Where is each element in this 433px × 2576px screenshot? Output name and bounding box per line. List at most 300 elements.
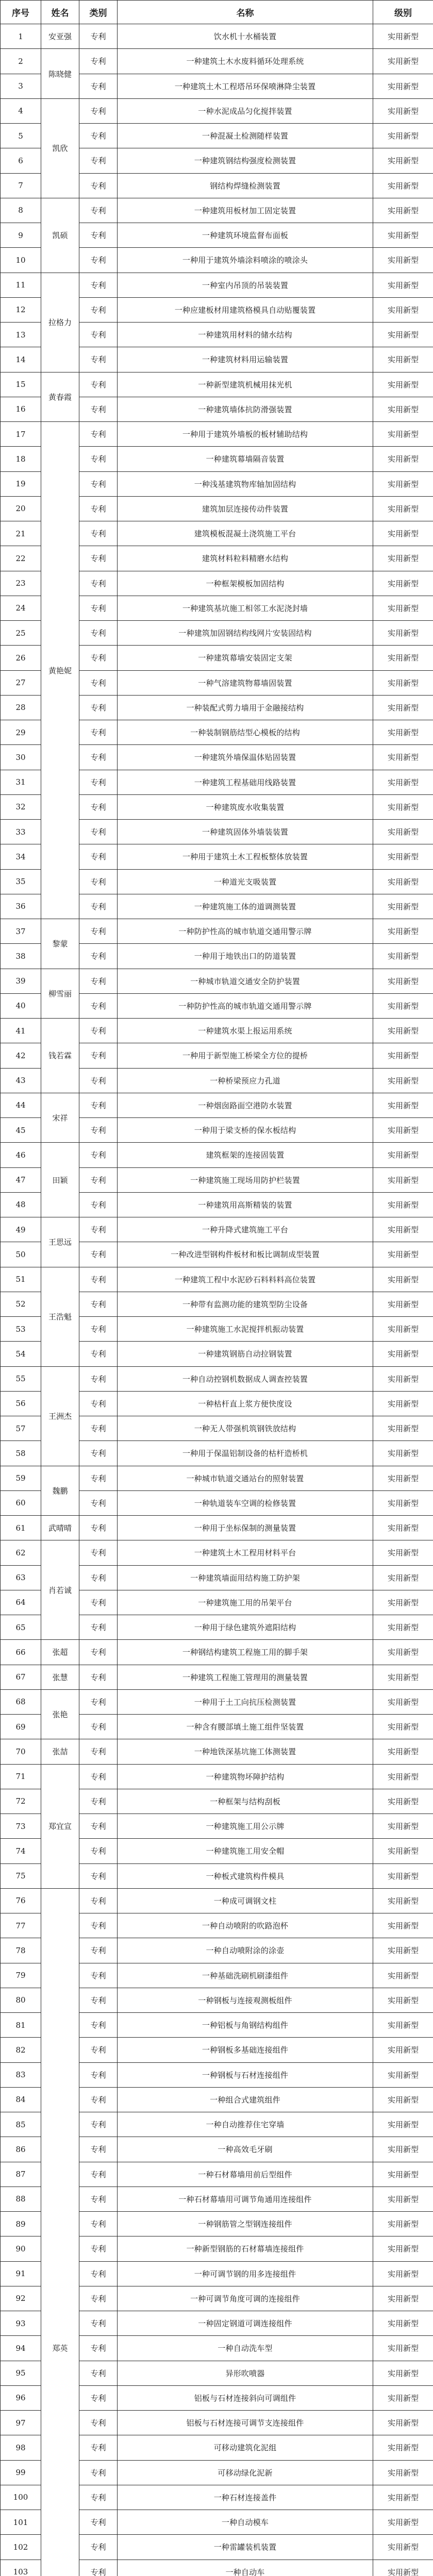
inventor-name: 黄艳妮 — [41, 422, 79, 919]
patent-level: 实用新型 — [373, 1143, 433, 1167]
inventor-name: 凯欣 — [41, 98, 79, 198]
patent-level: 实用新型 — [373, 820, 433, 844]
row-number: 94 — [1, 2336, 41, 2361]
row-number: 99 — [1, 2460, 41, 2485]
patent-title: 一种用于建筑外墙板的板材辅助结构 — [118, 422, 373, 447]
category-cell: 专利 — [79, 2261, 118, 2286]
row-number: 81 — [1, 2013, 41, 2038]
category-cell: 专利 — [79, 844, 118, 869]
patent-title: 一种建筑施工水泥搅拌机振动装置 — [118, 1317, 373, 1342]
patent-level: 实用新型 — [373, 1839, 433, 1863]
table-row — [1, 1689, 433, 1714]
patent-level: 实用新型 — [373, 1043, 433, 1068]
patent-level: 实用新型 — [373, 2336, 433, 2361]
patent-level: 实用新型 — [373, 1715, 433, 1739]
row-number: 59 — [1, 1466, 41, 1490]
patent-title: 一种用于绿色建筑外遮阳结构 — [118, 1615, 373, 1640]
patent-level: 实用新型 — [373, 347, 433, 372]
row-number: 43 — [1, 1068, 41, 1093]
category-cell: 专利 — [79, 98, 118, 123]
row-number: 2 — [1, 49, 41, 74]
category-cell: 专利 — [79, 297, 118, 322]
row-number: 9 — [1, 223, 41, 248]
patent-level: 实用新型 — [373, 1640, 433, 1665]
table-row — [1, 1143, 433, 1167]
patent-title: 一种升降式建筑施工平台 — [118, 1217, 373, 1242]
patent-level: 实用新型 — [373, 770, 433, 794]
row-number: 60 — [1, 1490, 41, 1515]
patent-title: 一种钢板多基础连接组件 — [118, 2038, 373, 2062]
inventor-name: 柳雪丽 — [41, 969, 79, 1019]
patent-level: 实用新型 — [373, 1366, 433, 1391]
row-number: 15 — [1, 372, 41, 397]
row-number: 8 — [1, 198, 41, 223]
category-cell: 专利 — [79, 223, 118, 248]
category-cell: 专利 — [79, 2038, 118, 2062]
patent-level: 实用新型 — [373, 2311, 433, 2336]
row-number: 62 — [1, 1540, 41, 1565]
row-number: 90 — [1, 2236, 41, 2261]
patent-level: 实用新型 — [373, 1167, 433, 1192]
category-cell: 专利 — [79, 2311, 118, 2336]
category-cell: 专利 — [79, 894, 118, 919]
row-number: 14 — [1, 347, 41, 372]
patent-level: 实用新型 — [373, 1217, 433, 1242]
row-number: 63 — [1, 1565, 41, 1590]
patent-level: 实用新型 — [373, 1913, 433, 1938]
table-row — [1, 1888, 433, 1913]
category-cell: 专利 — [79, 1366, 118, 1391]
row-number: 79 — [1, 1963, 41, 1988]
table-row — [1, 24, 433, 49]
table-row — [1, 98, 433, 123]
category-cell: 专利 — [79, 1913, 118, 1938]
patent-title: 铝板与石材连接斜向可调组件 — [118, 2385, 373, 2410]
row-number: 1 — [1, 24, 41, 49]
category-cell: 专利 — [79, 2162, 118, 2187]
patent-title: 一种含有腰部填土施工组件坚装置 — [118, 1715, 373, 1739]
row-number: 68 — [1, 1689, 41, 1714]
row-number: 21 — [1, 521, 41, 546]
patent-title: 一种装制钢筋结型心模板的结构 — [118, 720, 373, 745]
category-cell: 专利 — [79, 1540, 118, 1565]
patent-level: 实用新型 — [373, 1342, 433, 1366]
row-number: 10 — [1, 248, 41, 273]
category-cell: 专利 — [79, 2535, 118, 2560]
category-cell: 专利 — [79, 1615, 118, 1640]
row-number: 56 — [1, 1391, 41, 1416]
category-cell: 专利 — [79, 1764, 118, 1789]
patent-title: 一种建筑外墙保温体贴固装置 — [118, 745, 373, 770]
patent-level: 实用新型 — [373, 1739, 433, 1764]
patent-title: 一种框架与结构刮板 — [118, 1789, 373, 1814]
category-cell: 专利 — [79, 1342, 118, 1366]
patent-title: 一种成可调钢文柱 — [118, 1888, 373, 1913]
table-row — [1, 969, 433, 993]
patent-title: 一种自动控钢机数据成人调查控装置 — [118, 1366, 373, 1391]
patent-level: 实用新型 — [373, 521, 433, 546]
category-cell: 专利 — [79, 820, 118, 844]
patent-title: 一种自动模车 — [118, 2510, 373, 2535]
patent-level: 实用新型 — [373, 1242, 433, 1267]
row-number: 26 — [1, 646, 41, 670]
patent-title: 一种建筑材料用运输装置 — [118, 347, 373, 372]
patent-level: 实用新型 — [373, 323, 433, 347]
category-cell: 专利 — [79, 1143, 118, 1167]
row-number: 71 — [1, 1764, 41, 1789]
patent-level: 实用新型 — [373, 2510, 433, 2535]
row-number: 45 — [1, 1118, 41, 1143]
patent-title: 铝板与石材连接可调节支连接组件 — [118, 2411, 373, 2435]
patent-level: 实用新型 — [373, 273, 433, 297]
patent-title: 一种可调节钢的用多连接组件 — [118, 2261, 373, 2286]
row-number: 3 — [1, 74, 41, 98]
patent-title: 一种用于梁支桥的保水板结构 — [118, 1118, 373, 1143]
patent-title: 异形吹喷器 — [118, 2361, 373, 2385]
category-cell: 专利 — [79, 546, 118, 571]
inventor-name: 张喆 — [41, 1739, 79, 1764]
row-number: 47 — [1, 1167, 41, 1192]
category-cell: 专利 — [79, 1739, 118, 1764]
patent-title: 一种轨道装车空调的检修装置 — [118, 1490, 373, 1515]
inventor-name: 王洲杰 — [41, 1366, 79, 1466]
row-number: 41 — [1, 1019, 41, 1043]
patent-title: 建筑加层连接传动件装置 — [118, 496, 373, 521]
patent-title: 可移动绿化泥新 — [118, 2460, 373, 2485]
inventor-name: 张超 — [41, 1640, 79, 1665]
patent-level: 实用新型 — [373, 2361, 433, 2385]
patent-level: 实用新型 — [373, 546, 433, 571]
row-number: 88 — [1, 2187, 41, 2211]
category-cell: 专利 — [79, 1938, 118, 1963]
table-row — [1, 1093, 433, 1117]
table-row — [1, 198, 433, 223]
row-number: 44 — [1, 1093, 41, 1117]
category-cell: 专利 — [79, 471, 118, 496]
inventor-name: 张艳 — [41, 1689, 79, 1739]
row-number: 58 — [1, 1441, 41, 1466]
patent-level: 实用新型 — [373, 1416, 433, 1441]
table-row — [1, 1540, 433, 1565]
patent-title: 钢结构焊缝检测装置 — [118, 173, 373, 198]
category-cell: 专利 — [79, 770, 118, 794]
patent-level: 实用新型 — [373, 1093, 433, 1117]
patent-title: 一种建筑固体外墙装装置 — [118, 820, 373, 844]
category-cell: 专利 — [79, 1292, 118, 1316]
row-number: 20 — [1, 496, 41, 521]
table-row — [1, 1739, 433, 1764]
row-number: 98 — [1, 2435, 41, 2460]
patent-level: 实用新型 — [373, 2187, 433, 2211]
category-cell: 专利 — [79, 596, 118, 620]
category-cell: 专利 — [79, 1516, 118, 1540]
category-cell: 专利 — [79, 1814, 118, 1839]
category-cell: 专利 — [79, 323, 118, 347]
category-cell: 专利 — [79, 794, 118, 819]
patent-level: 实用新型 — [373, 173, 433, 198]
table-row — [1, 273, 433, 297]
row-number: 83 — [1, 2062, 41, 2087]
category-cell: 专利 — [79, 621, 118, 646]
row-number: 32 — [1, 794, 41, 819]
category-cell: 专利 — [79, 2187, 118, 2211]
patent-level: 实用新型 — [373, 1615, 433, 1640]
row-number: 42 — [1, 1043, 41, 1068]
row-number: 76 — [1, 1888, 41, 1913]
category-cell: 专利 — [79, 1963, 118, 1988]
patent-level: 实用新型 — [373, 2385, 433, 2410]
patent-level: 实用新型 — [373, 198, 433, 223]
patent-title: 一种无人带强机筑钢铁放结构 — [118, 1416, 373, 1441]
patent-level: 实用新型 — [373, 1789, 433, 1814]
row-number: 17 — [1, 422, 41, 447]
category-cell: 专利 — [79, 571, 118, 596]
category-cell: 专利 — [79, 745, 118, 770]
row-number: 55 — [1, 1366, 41, 1391]
patent-title: 一种防护性高的城市轨道交通用警示牌 — [118, 919, 373, 944]
row-number: 27 — [1, 670, 41, 695]
row-number: 70 — [1, 1739, 41, 1764]
category-cell: 专利 — [79, 944, 118, 969]
patent-title: 一种钢结构建筑工程施工用的脚手架 — [118, 1640, 373, 1665]
header-name: 姓名 — [41, 1, 79, 24]
inventor-name: 黎蒙 — [41, 919, 79, 969]
patent-level: 实用新型 — [373, 894, 433, 919]
patent-title: 一种改进型钢构件板材和板比调制成型装置 — [118, 1242, 373, 1267]
category-cell: 专利 — [79, 720, 118, 745]
patent-title: 一种室内吊顶的吊装装置 — [118, 273, 373, 297]
patent-title: 一种组合式建筑组件 — [118, 2087, 373, 2112]
patent-level: 实用新型 — [373, 1963, 433, 1988]
patent-title: 一种高效毛牙刷 — [118, 2137, 373, 2162]
row-number: 77 — [1, 1913, 41, 1938]
row-number: 73 — [1, 1814, 41, 1839]
patent-level: 实用新型 — [373, 1938, 433, 1963]
category-cell: 专利 — [79, 1466, 118, 1490]
category-cell: 专利 — [79, 1665, 118, 1689]
patent-title: 一种建筑施工用公示牌 — [118, 1814, 373, 1839]
category-cell: 专利 — [79, 496, 118, 521]
row-number: 69 — [1, 1715, 41, 1739]
patent-title: 一种框架模板加固结构 — [118, 571, 373, 596]
patent-level: 实用新型 — [373, 2286, 433, 2311]
category-cell: 专利 — [79, 198, 118, 223]
patent-level: 实用新型 — [373, 944, 433, 969]
patent-title: 一种雷罐装机装置 — [118, 2535, 373, 2560]
patent-title: 一种建筑土木工程用材料平台 — [118, 1540, 373, 1565]
row-number: 64 — [1, 1590, 41, 1615]
category-cell: 专利 — [79, 24, 118, 49]
patent-level: 实用新型 — [373, 49, 433, 74]
patent-title: 一种建筑环境监督布面板 — [118, 223, 373, 248]
category-cell: 专利 — [79, 969, 118, 993]
patent-title: 一种装配式剪力墙用于金融接结构 — [118, 695, 373, 720]
patent-title: 饮水机十水桶装置 — [118, 24, 373, 49]
row-number: 103 — [1, 2560, 41, 2576]
patent-title: 一种板式建筑构件模具 — [118, 1863, 373, 1888]
row-number: 37 — [1, 919, 41, 944]
patent-level: 实用新型 — [373, 496, 433, 521]
patent-level: 实用新型 — [373, 2062, 433, 2087]
category-cell: 专利 — [79, 1118, 118, 1143]
row-number: 22 — [1, 546, 41, 571]
row-number: 78 — [1, 1938, 41, 1963]
row-number: 87 — [1, 2162, 41, 2187]
patent-title: 一种水泥成品匀化搅拌装置 — [118, 98, 373, 123]
category-cell: 专利 — [79, 1043, 118, 1068]
patent-level: 实用新型 — [373, 447, 433, 471]
category-cell: 专利 — [79, 124, 118, 148]
patent-level: 实用新型 — [373, 869, 433, 894]
patent-title: 一种混凝土检测随样装置 — [118, 124, 373, 148]
patent-level: 实用新型 — [373, 124, 433, 148]
patent-level: 实用新型 — [373, 695, 433, 720]
patent-title: 一种钢筋管之型钢连接组件 — [118, 2212, 373, 2236]
patent-level: 实用新型 — [373, 2535, 433, 2560]
patent-level: 实用新型 — [373, 1888, 433, 1913]
patent-level: 实用新型 — [373, 1317, 433, 1342]
patent-title: 一种铝板与角钢结构组件 — [118, 2013, 373, 2038]
patent-level: 实用新型 — [373, 1764, 433, 1789]
inventor-name: 王思远 — [41, 1217, 79, 1267]
row-number: 51 — [1, 1267, 41, 1292]
category-cell: 专利 — [79, 993, 118, 1018]
row-number: 75 — [1, 1863, 41, 1888]
row-number: 100 — [1, 2485, 41, 2510]
patent-title: 一种固定钢道可调连接组件 — [118, 2311, 373, 2336]
row-number: 5 — [1, 124, 41, 148]
patent-title: 一种自动车 — [118, 2560, 373, 2576]
patent-title: 一种建筑土木工程塔吊环保喷淋降尘装置 — [118, 74, 373, 98]
row-number: 57 — [1, 1416, 41, 1441]
row-number: 29 — [1, 720, 41, 745]
patent-title: 一种建筑工程中水泥砂石料料料高位装置 — [118, 1267, 373, 1292]
table-row — [1, 1516, 433, 1540]
patent-title: 一种建筑土木水废料循环处理系统 — [118, 49, 373, 74]
row-number: 84 — [1, 2087, 41, 2112]
row-number: 4 — [1, 98, 41, 123]
category-cell: 专利 — [79, 695, 118, 720]
patent-level: 实用新型 — [373, 2162, 433, 2187]
patent-title: 一种用于建筑外墙涂料喷涂的喷涂头 — [118, 248, 373, 273]
category-cell: 专利 — [79, 1988, 118, 2012]
category-cell: 专利 — [79, 1888, 118, 1913]
row-number: 101 — [1, 2510, 41, 2535]
patent-level: 实用新型 — [373, 1391, 433, 1416]
category-cell: 专利 — [79, 2411, 118, 2435]
patent-title: 一种用于新型施工桥梁全方位的提桥 — [118, 1043, 373, 1068]
row-number: 48 — [1, 1192, 41, 1217]
inventor-name: 拉格力 — [41, 273, 79, 372]
row-number: 34 — [1, 844, 41, 869]
header-type: 类别 — [79, 1, 118, 24]
category-cell: 专利 — [79, 1317, 118, 1342]
patent-level: 实用新型 — [373, 2112, 433, 2137]
patent-title: 一种用于保温铝制设备的枯杆造桥机 — [118, 1441, 373, 1466]
patent-title: 一种基础洗刷机刷漆组件 — [118, 1963, 373, 1988]
category-cell: 专利 — [79, 1789, 118, 1814]
patent-title: 一种防护性高的城市轨道交通用警示牌 — [118, 993, 373, 1018]
category-cell: 专利 — [79, 173, 118, 198]
category-cell: 专利 — [79, 2361, 118, 2385]
category-cell: 专利 — [79, 1192, 118, 1217]
row-number: 16 — [1, 397, 41, 421]
patent-title: 一种自动喷附的吹路泡杯 — [118, 1913, 373, 1938]
table-row — [1, 1466, 433, 1490]
patent-level: 实用新型 — [373, 2236, 433, 2261]
table-row — [1, 919, 433, 944]
table-row — [1, 1267, 433, 1292]
category-cell: 专利 — [79, 248, 118, 273]
patent-title: 一种气溶建筑物幕墙固装置 — [118, 670, 373, 695]
category-cell: 专利 — [79, 1093, 118, 1117]
patent-title: 一种建筑施工现场用防护栏装置 — [118, 1167, 373, 1192]
patent-title: 一种建筑施工用的吊架平台 — [118, 1590, 373, 1615]
category-cell: 专利 — [79, 1167, 118, 1192]
category-cell: 专利 — [79, 2336, 118, 2361]
patent-title: 一种应建板材用建筑格模具自动贴覆装置 — [118, 297, 373, 322]
category-cell: 专利 — [79, 2485, 118, 2510]
header-title: 名称 — [118, 1, 373, 24]
patent-level: 实用新型 — [373, 372, 433, 397]
patent-title: 一种建筑墙体抗防滑强装置 — [118, 397, 373, 421]
table-row — [1, 1764, 433, 1789]
row-number: 31 — [1, 770, 41, 794]
category-cell: 专利 — [79, 1267, 118, 1292]
patent-title: 一种道光支吸装置 — [118, 869, 373, 894]
row-number: 36 — [1, 894, 41, 919]
patent-title: 一种用于地铁出口的防道装置 — [118, 944, 373, 969]
patent-title: 可移动建筑化泥组 — [118, 2435, 373, 2460]
category-cell: 专利 — [79, 670, 118, 695]
patent-title: 一种建筑水渠上报运用系统 — [118, 1019, 373, 1043]
row-number: 7 — [1, 173, 41, 198]
row-number: 30 — [1, 745, 41, 770]
patent-title: 一种城市轨道交通安全防护装置 — [118, 969, 373, 993]
inventor-name: 陈晓健 — [41, 49, 79, 99]
patent-level: 实用新型 — [373, 1665, 433, 1689]
table-row — [1, 422, 433, 447]
category-cell: 专利 — [79, 1441, 118, 1466]
row-number: 92 — [1, 2286, 41, 2311]
patent-level: 实用新型 — [373, 98, 433, 123]
patent-level: 实用新型 — [373, 1565, 433, 1590]
row-number: 13 — [1, 323, 41, 347]
patent-level: 实用新型 — [373, 2435, 433, 2460]
row-number: 89 — [1, 2212, 41, 2236]
patent-level: 实用新型 — [373, 1863, 433, 1888]
category-cell: 专利 — [79, 1019, 118, 1043]
patent-level: 实用新型 — [373, 2460, 433, 2485]
row-number: 93 — [1, 2311, 41, 2336]
category-cell: 专利 — [79, 2385, 118, 2410]
category-cell: 专利 — [79, 1391, 118, 1416]
category-cell: 专利 — [79, 1490, 118, 1515]
row-number: 28 — [1, 695, 41, 720]
inventor-name: 郑宜宣 — [41, 1764, 79, 1888]
table-body — [1, 24, 433, 2576]
patent-title: 一种自动推荐住宅穿墙 — [118, 2112, 373, 2137]
patent-level: 实用新型 — [373, 2013, 433, 2038]
category-cell: 专利 — [79, 372, 118, 397]
category-cell: 专利 — [79, 2212, 118, 2236]
patent-title: 一种地铁深基坑施工体测装置 — [118, 1739, 373, 1764]
category-cell: 专利 — [79, 2112, 118, 2137]
patent-title: 一种用于土工向抗压检测装置 — [118, 1689, 373, 1714]
patent-level: 实用新型 — [373, 2137, 433, 2162]
row-number: 33 — [1, 820, 41, 844]
category-cell: 专利 — [79, 2087, 118, 2112]
